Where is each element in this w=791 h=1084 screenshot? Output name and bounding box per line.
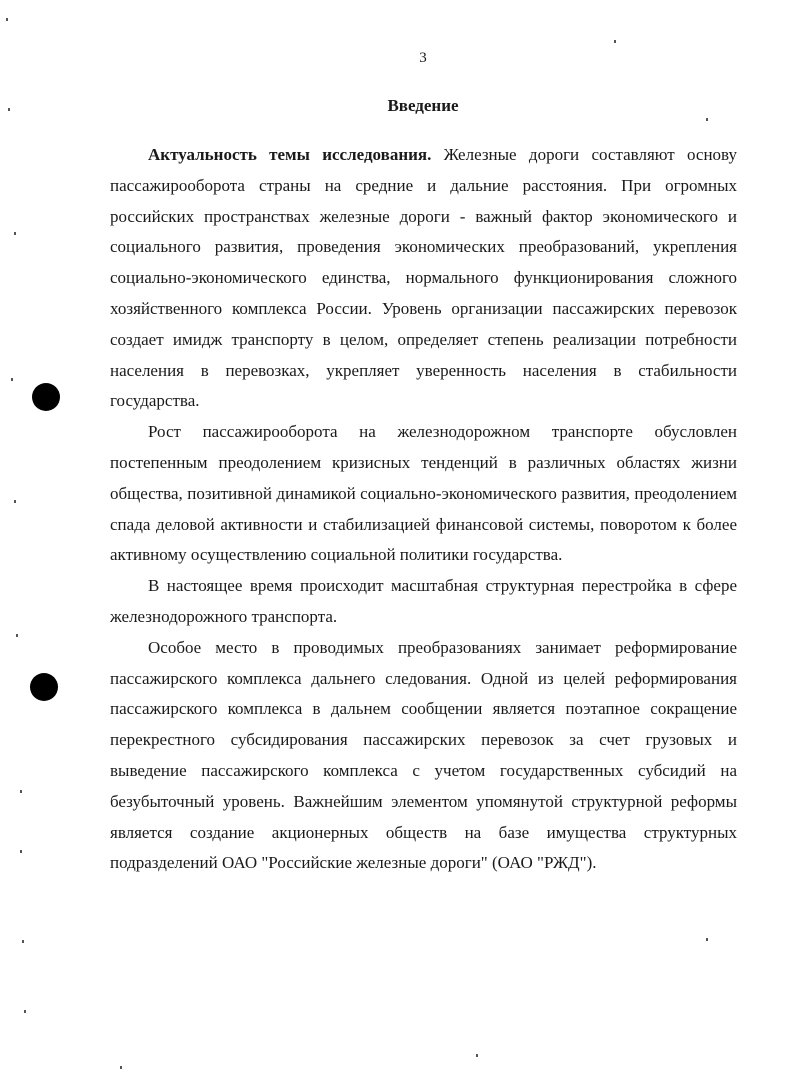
scan-speck [8, 108, 10, 111]
scan-speck [11, 378, 13, 381]
paragraph-growth: Рост пассажирооборота на железнодорожном транспорте обусловлен постепенным преодолением кризисных тенденций в различных областях жизни общества, позитивной динамикой социально-экономического развития, преодолением спада деловой активности и стабилизацией финансовой системы, поворотом к более активному осуществлению социальной политики государства. [110, 422, 737, 565]
paragraph-lead: Актуальность темы исследования. [148, 145, 432, 164]
punch-hole-bottom [30, 673, 58, 701]
scan-speck [706, 118, 708, 121]
paragraph-restructuring: В настоящее время происходит масштабная структурная перестройка в сфере железнодорожного транспорта. [110, 576, 737, 626]
scan-speck [20, 850, 22, 853]
scan-speck [14, 500, 16, 503]
scan-speck [614, 40, 616, 43]
scan-speck [24, 1010, 26, 1013]
scan-speck [6, 18, 8, 21]
paragraph-text: Железные дороги составляют основу пассажирооборота страны на средние и дальние расстояния. При огромных российских пространствах железные дороги - важный фактор экономического и социального развития, проведения экономических преобразований, укрепления социально-экономического единства, нормального функционирования сложного хозяйственного комплекса России. Уровень организации пассажирских перевозок создает имидж транспорту в целом, определяет степень реализации потребности населения в перевозках, укрепляет уверенность населения в стабильности государства. [110, 145, 737, 411]
paragraph-reform: Особое место в проводимых преобразованиях занимает реформирование пассажирского комплекса дальнего следования. Одной из целей реформирования пассажирского комплекса в дальнем сообщении является поэтапное сокращение перекрестного субсидирования пассажирских перевозок за счет грузовых и выведение пассажирского комплекса с учетом государственных субсидий на безубыточный уровень. Важнейшим элементом упомянутой структурной реформы является создание акционерных обществ на базе имущества структурных подразделений ОАО "Российские железные дороги" (ОАО "РЖД"). [110, 637, 737, 873]
page-number: 3 [419, 50, 427, 66]
scan-speck [120, 1066, 122, 1069]
scan-speck [14, 232, 16, 235]
scan-speck [706, 938, 708, 941]
section-heading: Введение [387, 96, 459, 115]
scan-speck [20, 790, 22, 793]
punch-hole-top [32, 383, 60, 411]
scan-speck [476, 1054, 478, 1057]
scan-speck [16, 634, 18, 637]
body-text [110, 140, 737, 879]
scan-speck [22, 940, 24, 943]
paragraph-relevance [110, 140, 737, 417]
